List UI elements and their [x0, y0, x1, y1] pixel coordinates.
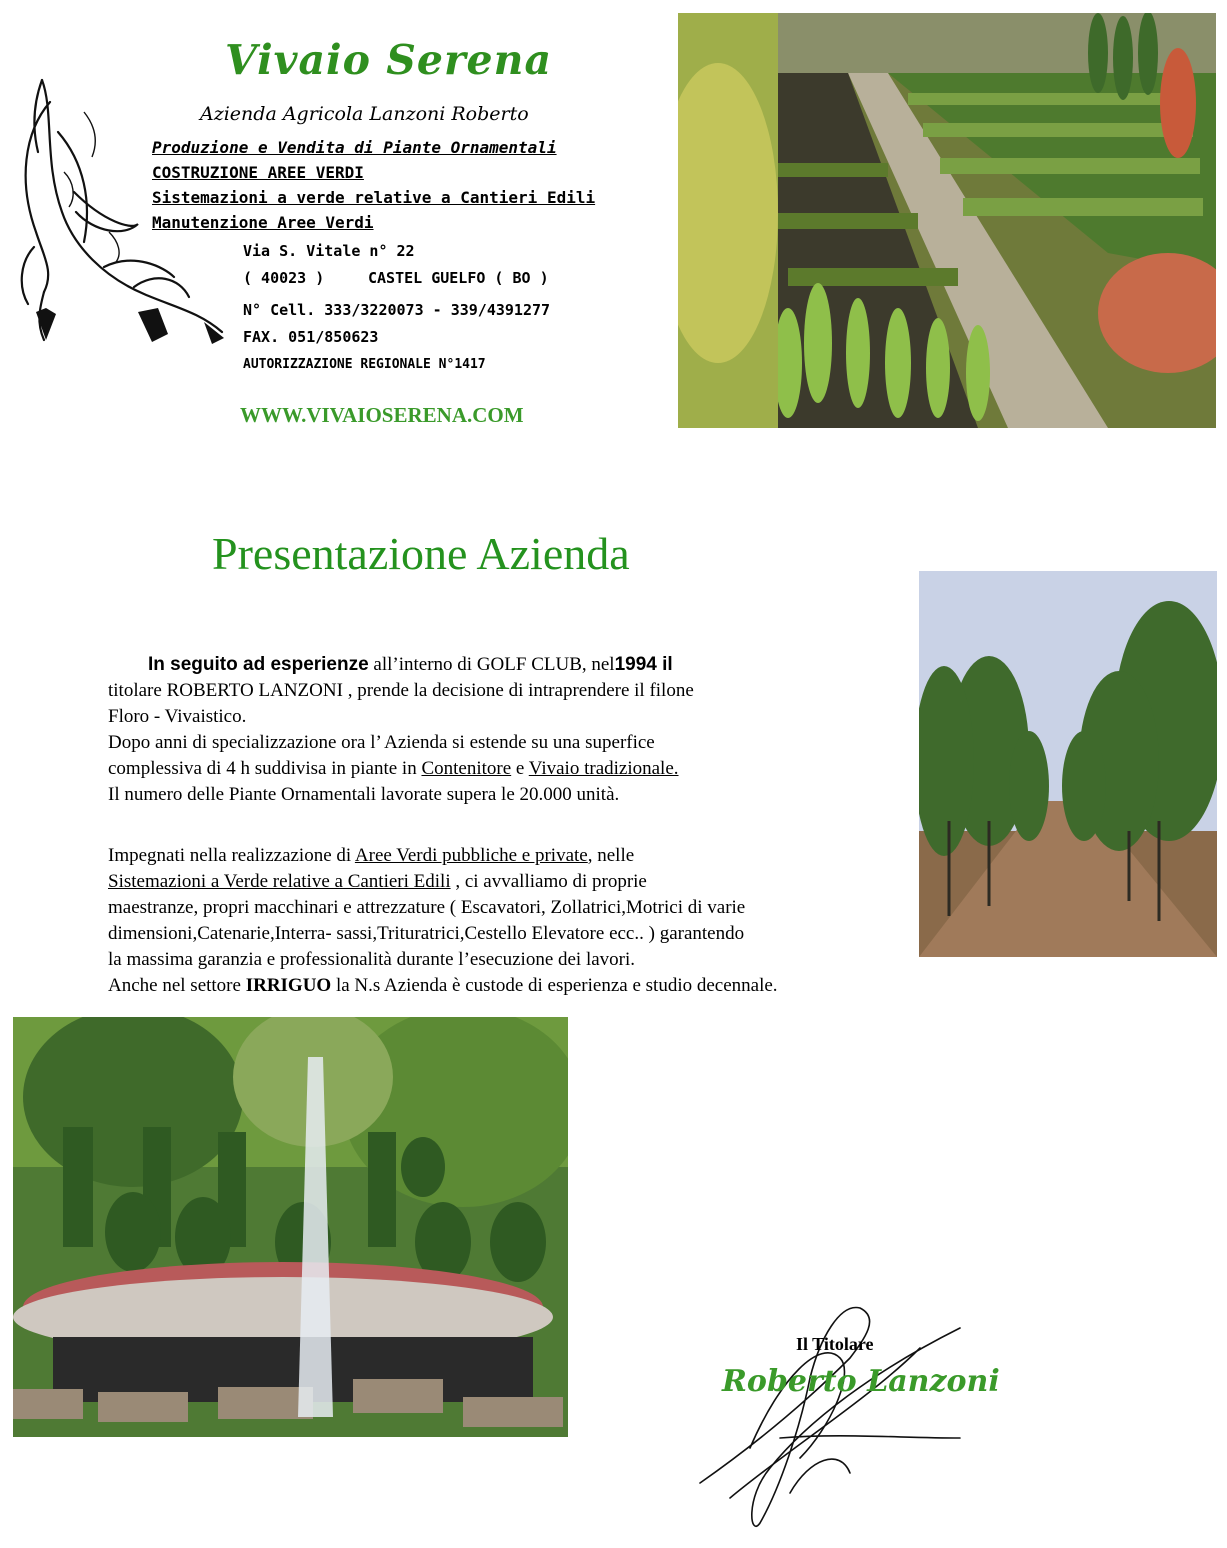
underlined-term: Vivaio tradizionale.	[528, 758, 679, 779]
body-text: la N.s Azienda è custode di esperienza e studio decennale.	[331, 975, 778, 996]
signature-role: Il Titolare	[796, 1334, 874, 1354]
service-production: Produzione e Vendita di Piante Ornamentali	[152, 138, 557, 157]
owner-name: ROBERTO LANZONI	[166, 680, 343, 701]
company-name: Azienda Agricola Lanzoni Roberto	[200, 103, 529, 125]
page-title: Presentazione Azienda	[212, 528, 630, 579]
address-zip: ( 40023 )	[243, 269, 325, 287]
company-presentation-paragraph-2	[108, 843, 778, 999]
underlined-term: Aree Verdi pubbliche e private	[354, 845, 588, 866]
body-text: Il numero delle Piante Ornamentali lavorate supera le 20.000 unità.	[108, 784, 620, 805]
fax-number: FAX. 051/850623	[243, 328, 379, 346]
topiary-fountain-photo	[13, 1017, 568, 1437]
body-text: , prende la decisione di intraprendere il filone	[342, 680, 694, 701]
service-site-landscaping: Sistemazioni a verde relative a Cantieri Edili	[152, 188, 596, 207]
body-text: Impegnati nella realizzazione di	[108, 845, 355, 866]
body-text: Dopo anni di specializzazione ora l’ Azienda si estende su una superfice	[108, 732, 655, 753]
body-text: , nelle	[587, 845, 635, 866]
body-text: e	[511, 758, 529, 779]
body-text: maestranze, propri macchinari e attrezzature ( Escavatori, Zollatrici,Motrici di varie	[108, 897, 746, 918]
nursery-rows-photo	[678, 13, 1216, 428]
body-text: la massima garanzia e professionalità durante l’esecuzione dei lavori.	[108, 949, 636, 970]
body-text: titolare	[108, 680, 167, 701]
service-construction: COSTRUZIONE AREE VERDI	[152, 163, 364, 182]
address-city: CASTEL GUELFO ( BO )	[368, 269, 549, 287]
lead-text: In seguito ad esperienze	[148, 654, 369, 675]
underlined-term: Sistemazioni a Verde relative a Cantieri Edili	[108, 871, 451, 892]
body-text: complessiva di 4 h suddivisa in piante in	[108, 758, 422, 779]
body-text: dimensioni,Catenarie,Interra- sassi,Trituratrici,Cestello Elevatore ecc.. ) garantendo	[108, 923, 745, 944]
service-maintenance: Manutenzione Aree Verdi	[152, 213, 374, 232]
website-link[interactable]: WWW.VIVAIOSERENA.COM	[240, 403, 524, 427]
brand-name: Vivaio Serena	[225, 36, 553, 84]
signature-name: Roberto Lanzoni	[722, 1364, 1000, 1399]
company-presentation-paragraph-1	[108, 652, 694, 808]
body-text: Anche nel settore	[108, 975, 246, 996]
address-street: Via S. Vitale n° 22	[243, 242, 415, 260]
emphasis-text: IRRIGUO	[245, 975, 332, 996]
year-text: 1994 il	[614, 654, 673, 675]
body-text: , ci avvalliamo di proprie	[450, 871, 647, 892]
phone-numbers: N° Cell. 333/3220073 - 339/4391277	[243, 301, 551, 319]
body-text: all’interno di GOLF CLUB, nel	[368, 654, 615, 675]
body-text: Floro - Vivaistico.	[108, 706, 247, 727]
authorization-number: AUTORIZZAZIONE REGIONALE N°1417	[243, 357, 486, 372]
tree-row-photo	[919, 571, 1217, 957]
underlined-term: Contenitore	[421, 758, 512, 779]
